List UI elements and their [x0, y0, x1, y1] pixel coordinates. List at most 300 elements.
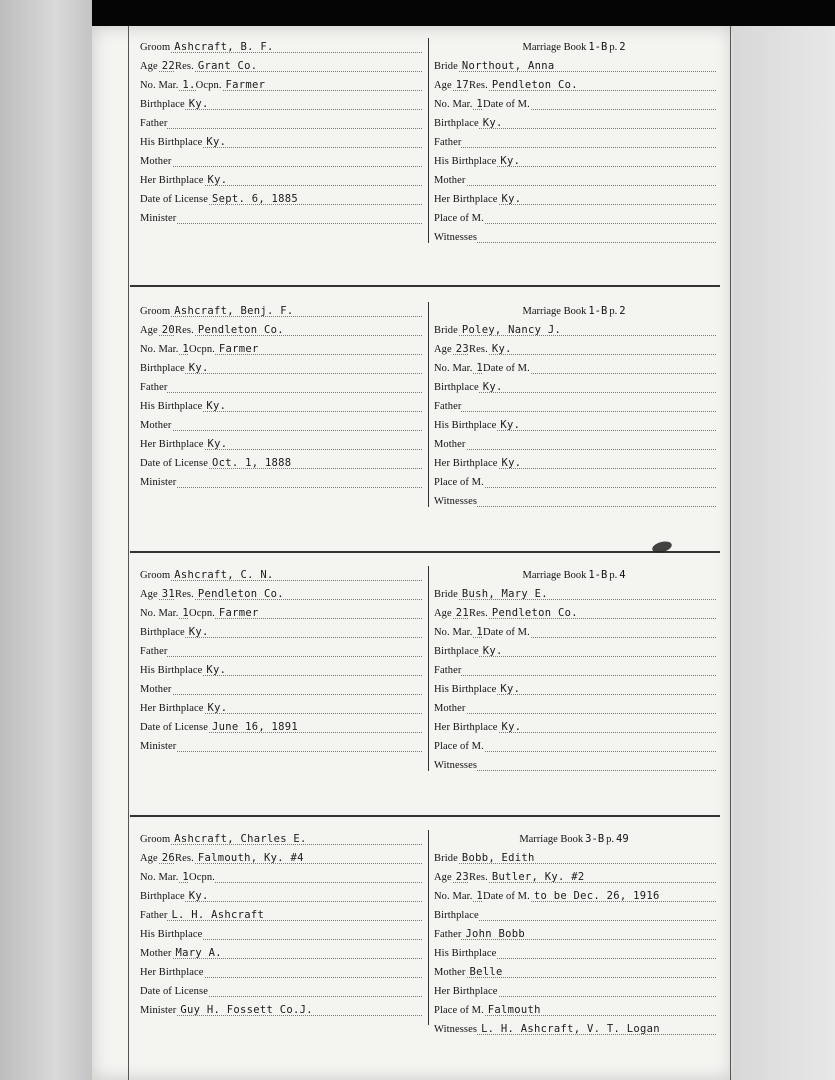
groom-father-birthplace: Ky.: [206, 400, 227, 412]
marriage-date: [530, 362, 534, 374]
father-label: Father: [434, 929, 462, 940]
groom-column: [140, 566, 422, 756]
place-of-m-label: Place of M.: [434, 1005, 484, 1016]
dotted-rule: [434, 449, 716, 450]
mother-label: Mother: [434, 703, 466, 714]
age-label: Age: [434, 608, 452, 619]
bride-mother-row: [434, 171, 716, 190]
his-birthplace-label: His Birthplace: [140, 401, 203, 412]
place-of-marriage-row: [434, 473, 716, 492]
groom-mother: [172, 683, 176, 695]
bride-his-birthplace-row: [434, 416, 716, 435]
bride-his-birthplace-row: [434, 944, 716, 963]
groom-name: Ashcraft, Benj. F.: [174, 305, 294, 317]
place-of-marriage-row: [434, 737, 716, 756]
bride-age: 23: [455, 343, 470, 355]
page-label: p.: [606, 834, 615, 845]
groom-birthplace: Ky.: [188, 890, 209, 902]
marriage-book-page: 49: [616, 833, 629, 845]
groom-her-birthplace-row: [140, 699, 422, 718]
groom-father-birthplace: Ky.: [206, 136, 227, 148]
his-birthplace-label: His Birthplace: [140, 929, 203, 940]
no-mar-label: No. Mar.: [140, 80, 179, 91]
dotted-rule: [140, 694, 422, 695]
marriage-record: [136, 38, 716, 243]
minister-label: Minister: [140, 1005, 177, 1016]
bride-column: [434, 302, 716, 511]
no-mar-label: No. Mar.: [140, 608, 179, 619]
page-label: p.: [609, 570, 618, 581]
dotted-rule: [434, 411, 716, 412]
bride-name-row: [434, 849, 716, 868]
bride-father-birthplace: Ky.: [500, 683, 521, 695]
bride-label: Bride: [434, 589, 458, 600]
witnesses-label: Witnesses: [434, 232, 478, 243]
witnesses-row: [434, 228, 716, 247]
bride-name: Bush, Mary E.: [461, 588, 548, 600]
groom-mother-row: [140, 416, 422, 435]
mother-label: Mother: [434, 967, 466, 978]
groom-residence: Pendleton Co.: [197, 324, 284, 336]
father-label: Father: [140, 118, 168, 129]
license-date-row: [140, 718, 422, 737]
marriage-book-page: 2: [619, 305, 626, 317]
bride-mother-birthplace: [498, 985, 502, 997]
bride-mar-row: [434, 623, 716, 642]
bride-father: John Bobb: [465, 928, 526, 940]
groom-mother-birthplace: Ky.: [207, 174, 228, 186]
witnesses-label: Witnesses: [434, 1024, 478, 1035]
bride-mother-birthplace: Ky.: [501, 193, 522, 205]
bride-label: Bride: [434, 853, 458, 864]
dotted-rule: [434, 713, 716, 714]
bride-mother: [466, 438, 470, 450]
license-date: June 16, 1891: [211, 721, 299, 733]
groom-her-birthplace-row: [140, 435, 422, 454]
marriage-date: [530, 626, 534, 638]
age-label: Age: [140, 853, 158, 864]
marriage-book-reference: [434, 566, 716, 585]
his-birthplace-label: His Birthplace: [140, 137, 203, 148]
res-label: Res.: [175, 325, 194, 336]
her-birthplace-label: Her Birthplace: [434, 194, 498, 205]
groom-age: 26: [161, 852, 176, 864]
bride-father-row: [434, 397, 716, 416]
groom-occupation: [215, 871, 219, 883]
place-of-marriage-row: [434, 209, 716, 228]
no-mar-label: No. Mar.: [434, 99, 473, 110]
minister-row: [140, 209, 422, 228]
groom-her-birthplace-row: [140, 171, 422, 190]
witnesses-row: [434, 1020, 716, 1039]
ocpn-label: Ocpn.: [189, 344, 215, 355]
groom-name: Ashcraft, Charles E.: [174, 833, 307, 845]
minister-label: Minister: [140, 477, 177, 488]
bride-name: Northout, Anna: [461, 60, 555, 72]
marriage-record: [136, 830, 716, 1035]
bride-column: [434, 566, 716, 775]
no-mar-label: No. Mar.: [140, 344, 179, 355]
date-of-license-label: Date of License: [140, 722, 208, 733]
dotted-rule: [140, 223, 422, 224]
no-mar-label: No. Mar.: [434, 627, 473, 638]
bride-mar-row: [434, 359, 716, 378]
bride-his-birthplace-row: [434, 680, 716, 699]
mother-label: Mother: [140, 684, 172, 695]
groom-mother-birthplace: [204, 966, 208, 978]
groom-father-birthplace: Ky.: [206, 664, 227, 676]
bride-her-birthplace-row: [434, 982, 716, 1001]
father-label: Father: [140, 382, 168, 393]
marriage-date: [530, 98, 534, 110]
groom-father: [167, 381, 171, 393]
marriage-book-label: Marriage Book: [519, 834, 584, 845]
birthplace-label: Birthplace: [140, 363, 185, 374]
bride-father: [461, 400, 465, 412]
groom-father: [167, 117, 171, 129]
groom-mother: Mary A.: [175, 947, 222, 959]
date-of-m-label: Date of M.: [483, 627, 530, 638]
place-of-m-label: Place of M.: [434, 477, 484, 488]
column-divider: [428, 830, 429, 1025]
groom-name-row: [140, 302, 422, 321]
record-separator: [130, 551, 720, 553]
res-label: Res.: [469, 344, 488, 355]
date-of-license-label: Date of License: [140, 194, 208, 205]
groom-column: [140, 302, 422, 492]
her-birthplace-label: Her Birthplace: [434, 986, 498, 997]
bride-birthplace-row: [434, 114, 716, 133]
bride-no-mar: 1: [476, 626, 484, 638]
bride-mother-row: [434, 963, 716, 982]
bride-birthplace: [479, 909, 483, 921]
groom-mother: [172, 155, 176, 167]
license-date: Oct. 1, 1888: [211, 457, 292, 469]
bride-his-birthplace-row: [434, 152, 716, 171]
birthplace-label: Birthplace: [434, 910, 479, 921]
bride-residence: Ky.: [491, 343, 512, 355]
bride-birthplace: Ky.: [482, 117, 503, 129]
license-date: Sept. 6, 1885: [211, 193, 299, 205]
place-of-marriage: [484, 740, 488, 752]
bride-father-row: [434, 661, 716, 680]
groom-name-row: [140, 38, 422, 57]
groom-occupation: Farmer: [225, 79, 266, 91]
scan-right-margin: [733, 26, 835, 1080]
groom-no-mar: 1: [182, 343, 190, 355]
minister-row: [140, 1001, 422, 1020]
groom-mother-row: [140, 152, 422, 171]
place-of-marriage: [484, 212, 488, 224]
bride-age-row: [434, 604, 716, 623]
groom-father: [167, 645, 171, 657]
birthplace-label: Birthplace: [434, 646, 479, 657]
bride-age: 21: [455, 607, 470, 619]
bride-label: Bride: [434, 61, 458, 72]
dotted-rule: [140, 166, 422, 167]
res-label: Res.: [175, 853, 194, 864]
groom-column: [140, 38, 422, 228]
bride-her-birthplace-row: [434, 190, 716, 209]
groom-birthplace: Ky.: [188, 98, 209, 110]
marriage-book-label: Marriage Book: [522, 570, 587, 581]
dotted-rule: [140, 487, 422, 488]
groom-his-birthplace-row: [140, 133, 422, 152]
groom-mar-row: [140, 340, 422, 359]
marriage-book-number: 1-B: [588, 41, 608, 53]
her-birthplace-label: Her Birthplace: [434, 458, 498, 469]
his-birthplace-label: His Birthplace: [434, 156, 497, 167]
dotted-rule: [140, 128, 422, 129]
groom-father-row: [140, 378, 422, 397]
groom-age-row: [140, 849, 422, 868]
groom-no-mar: 1: [182, 871, 190, 883]
groom-no-mar: 1.: [182, 79, 196, 91]
her-birthplace-label: Her Birthplace: [140, 967, 204, 978]
dotted-rule: [434, 675, 716, 676]
witnesses-label: Witnesses: [434, 496, 478, 507]
ocpn-label: Ocpn.: [195, 80, 222, 91]
place-of-m-label: Place of M.: [434, 213, 484, 224]
her-birthplace-label: Her Birthplace: [140, 703, 204, 714]
groom-mother-row: [140, 944, 422, 963]
age-label: Age: [434, 344, 452, 355]
bride-her-birthplace-row: [434, 718, 716, 737]
groom-label: Groom: [140, 42, 171, 53]
groom-name: Ashcraft, C. N.: [174, 569, 274, 581]
place-of-marriage: Falmouth: [487, 1004, 541, 1016]
bride-father-birthplace: [496, 947, 500, 959]
marriage-book-page: 2: [619, 41, 626, 53]
bride-no-mar: 1: [476, 890, 484, 902]
res-label: Res.: [175, 589, 194, 600]
groom-age: 22: [161, 60, 176, 72]
groom-birthplace: Ky.: [188, 626, 209, 638]
groom-father-row: [140, 114, 422, 133]
his-birthplace-label: His Birthplace: [434, 684, 497, 695]
bride-mother-birthplace: Ky.: [501, 457, 522, 469]
bride-age-row: [434, 340, 716, 359]
groom-father-row: [140, 642, 422, 661]
marriage-record: [136, 566, 716, 771]
groom-occupation: Farmer: [218, 343, 259, 355]
bride-father: [461, 664, 465, 676]
age-label: Age: [434, 872, 452, 883]
birthplace-label: Birthplace: [140, 99, 185, 110]
mother-label: Mother: [140, 948, 172, 959]
record-separator: [130, 815, 720, 817]
father-label: Father: [140, 910, 168, 921]
birthplace-label: Birthplace: [434, 118, 479, 129]
marriage-date: to be Dec. 26, 1916: [533, 890, 660, 902]
groom-his-birthplace-row: [140, 397, 422, 416]
marriage-book-page: 4: [619, 569, 626, 581]
groom-age-row: [140, 57, 422, 76]
groom-residence: Pendleton Co.: [197, 588, 284, 600]
bride-column: [434, 830, 716, 1039]
record-separator: [130, 285, 720, 287]
license-date-row: [140, 454, 422, 473]
license-date: [208, 985, 212, 997]
bride-father-row: [434, 133, 716, 152]
marriage-book-number: 1-B: [588, 305, 608, 317]
minister: Guy H. Fossett Co.J.: [180, 1004, 313, 1016]
page-label: p.: [609, 306, 618, 317]
minister: [176, 476, 180, 488]
bride-name-row: [434, 585, 716, 604]
bride-birthplace: Ky.: [482, 381, 503, 393]
father-label: Father: [434, 137, 462, 148]
bride-residence: Butler, Ky. #2: [491, 871, 585, 883]
father-label: Father: [434, 401, 462, 412]
bride-mother: Belle: [469, 966, 503, 978]
age-label: Age: [434, 80, 452, 91]
groom-father: L. H. Ashcraft: [171, 909, 265, 921]
bride-mother: [466, 174, 470, 186]
marriage-record: [136, 302, 716, 507]
groom-occupation: Farmer: [218, 607, 259, 619]
dotted-rule: [140, 392, 422, 393]
bride-age-row: [434, 868, 716, 887]
date-of-m-label: Date of M.: [483, 891, 530, 902]
birthplace-label: Birthplace: [140, 891, 185, 902]
groom-no-mar: 1: [182, 607, 190, 619]
dotted-rule: [434, 147, 716, 148]
page-label: p.: [609, 42, 618, 53]
marriage-book-number: 1-B: [588, 569, 608, 581]
bride-name: Bobb, Edith: [461, 852, 535, 864]
license-date-row: [140, 190, 422, 209]
witnesses: L. H. Ashcraft, V. T. Logan: [481, 1023, 660, 1035]
groom-mar-row: [140, 76, 422, 95]
groom-name: Ashcraft, B. F.: [174, 41, 274, 53]
groom-mother: [172, 419, 176, 431]
place-of-m-label: Place of M.: [434, 741, 484, 752]
father-label: Father: [140, 646, 168, 657]
bride-her-birthplace-row: [434, 454, 716, 473]
witnesses: [477, 495, 481, 507]
minister: [176, 740, 180, 752]
witnesses-row: [434, 492, 716, 511]
minister-label: Minister: [140, 213, 177, 224]
bride-mother-row: [434, 435, 716, 454]
age-label: Age: [140, 61, 158, 72]
minister-label: Minister: [140, 741, 177, 752]
bride-mother-birthplace: Ky.: [501, 721, 522, 733]
sheet-rule-right: [730, 26, 731, 1080]
date-of-m-label: Date of M.: [483, 99, 530, 110]
date-of-m-label: Date of M.: [483, 363, 530, 374]
groom-label: Groom: [140, 306, 171, 317]
place-of-marriage: [484, 476, 488, 488]
bride-residence: Pendleton Co.: [491, 607, 578, 619]
license-date-row: [140, 982, 422, 1001]
groom-father-birthplace: [202, 928, 206, 940]
groom-residence: Falmouth, Ky. #4: [197, 852, 304, 864]
bride-no-mar: 1: [476, 362, 484, 374]
column-divider: [428, 38, 429, 243]
groom-birthplace-row: [140, 887, 422, 906]
witnesses-label: Witnesses: [434, 760, 478, 771]
bride-father: [461, 136, 465, 148]
witnesses: [477, 759, 481, 771]
groom-age: 20: [161, 324, 176, 336]
bride-name-row: [434, 57, 716, 76]
res-label: Res.: [469, 872, 488, 883]
bride-father-birthplace: Ky.: [500, 155, 521, 167]
marriage-book-label: Marriage Book: [522, 306, 587, 317]
bride-name-row: [434, 321, 716, 340]
groom-her-birthplace-row: [140, 963, 422, 982]
groom-birthplace-row: [140, 623, 422, 642]
groom-mother-birthplace: Ky.: [207, 438, 228, 450]
groom-label: Groom: [140, 834, 171, 845]
groom-birthplace-row: [140, 359, 422, 378]
groom-name-row: [140, 830, 422, 849]
mother-label: Mother: [434, 175, 466, 186]
bride-mar-row: [434, 95, 716, 114]
groom-residence: Grant Co.: [197, 60, 258, 72]
bride-residence: Pendleton Co.: [491, 79, 578, 91]
groom-label: Groom: [140, 570, 171, 581]
column-divider: [428, 302, 429, 507]
bride-mother-row: [434, 699, 716, 718]
date-of-license-label: Date of License: [140, 986, 208, 997]
bride-label: Bride: [434, 325, 458, 336]
bride-no-mar: 1: [476, 98, 484, 110]
mother-label: Mother: [140, 156, 172, 167]
marriage-book-reference: [434, 830, 716, 849]
birthplace-label: Birthplace: [140, 627, 185, 638]
minister: [176, 212, 180, 224]
place-of-marriage-row: [434, 1001, 716, 1020]
bride-age: 23: [455, 871, 470, 883]
groom-his-birthplace-row: [140, 925, 422, 944]
groom-mother-row: [140, 680, 422, 699]
no-mar-label: No. Mar.: [434, 363, 473, 374]
dotted-rule: [140, 430, 422, 431]
dotted-rule: [434, 185, 716, 186]
bride-birthplace: Ky.: [482, 645, 503, 657]
groom-mar-row: [140, 604, 422, 623]
bride-birthplace-row: [434, 642, 716, 661]
mother-label: Mother: [140, 420, 172, 431]
groom-age: 31: [161, 588, 176, 600]
her-birthplace-label: Her Birthplace: [140, 439, 204, 450]
groom-birthplace: Ky.: [188, 362, 209, 374]
groom-mar-row: [140, 868, 422, 887]
marriage-book-reference: [434, 38, 716, 57]
bride-father-birthplace: Ky.: [500, 419, 521, 431]
no-mar-label: No. Mar.: [434, 891, 473, 902]
groom-age-row: [140, 585, 422, 604]
age-label: Age: [140, 589, 158, 600]
groom-name-row: [140, 566, 422, 585]
age-label: Age: [140, 325, 158, 336]
birthplace-label: Birthplace: [434, 382, 479, 393]
mother-label: Mother: [434, 439, 466, 450]
witnesses: [477, 231, 481, 243]
minister-row: [140, 737, 422, 756]
groom-his-birthplace-row: [140, 661, 422, 680]
witnesses-row: [434, 756, 716, 775]
his-birthplace-label: His Birthplace: [434, 948, 497, 959]
groom-birthplace-row: [140, 95, 422, 114]
groom-mother-birthplace: Ky.: [207, 702, 228, 714]
groom-column: [140, 830, 422, 1020]
his-birthplace-label: His Birthplace: [140, 665, 203, 676]
bride-birthplace-row: [434, 378, 716, 397]
